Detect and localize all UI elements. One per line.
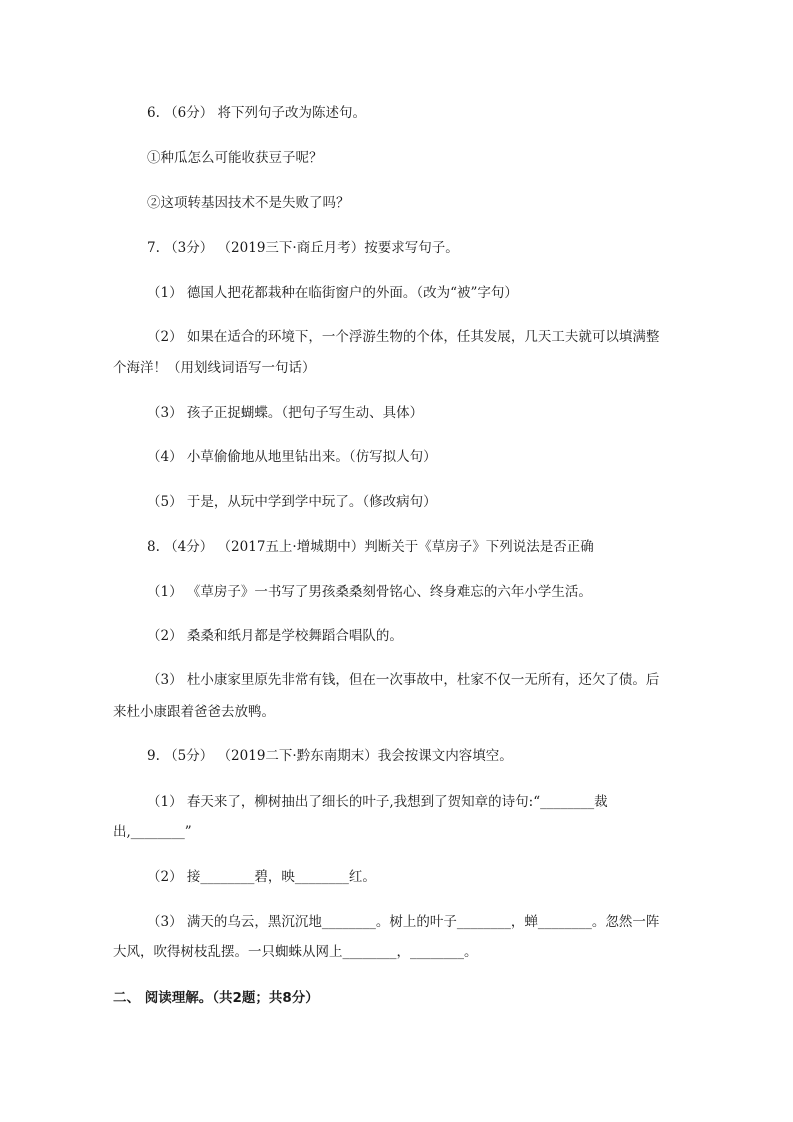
question-7-item-1: （1） 德国人把花都栽种在临街窗户的外面。（改为“被”字句） [147,285,518,301]
question-8-item-3: （3） 杜小康家里原先非常有钱，但在一次事故中，杜家不仅一无所有，还欠了债。后 [147,672,660,688]
question-9-item-3-continued: 大风，吹得树枝乱摆。一只蜘蛛从网上________，________。 [113,944,478,960]
question-9-item-1: （1） 春天来了，柳树抽出了细长的叶子,我想到了贺知章的诗句:“________裁 [147,794,608,810]
question-9-item-2: （2） 接________碧，映________红。 [147,869,376,885]
question-7-item-3: （3） 孩子正捉蝴蝶。（把句子写生动、具体） [147,405,424,421]
question-8-item-1: （1） 《草房子》一书写了男孩桑桑刻骨铭心、终身难忘的六年小学生活。 [147,584,592,600]
question-9-heading: 9. （5分） （2019二下·黔东南期末）我会按课文内容填空。 [147,748,513,764]
section-2-heading: 二、 阅读理解。（共2题；共8分） [113,990,319,1006]
question-7-item-2: （2） 如果在适合的环境下，一个浮游生物的个体，任其发展，几天工夫就可以填满整 [147,329,660,345]
question-7-item-4: （4） 小草偷偷地从地里钻出来。（仿写拟人句） [147,449,437,465]
question-8-item-2: （2） 桑桑和纸月都是学校舞蹈合唱队的。 [147,628,403,644]
question-6-sentence-1: ①种瓜怎么可能收获豆子呢？ [147,150,323,166]
question-6-sentence-2: ②这项转基因技术不是失败了吗？ [147,195,350,211]
question-6-heading: 6. （6分） 将下列句子改为陈述句。 [147,105,367,121]
question-7-item-2-continued: 个海洋！（用划线词语写一句话） [113,360,316,376]
question-7-item-5: （5） 于是，从玩中学到学中玩了。（修改病句） [147,494,437,510]
question-8-item-3-continued: 来杜小康跟着爸爸去放鸭。 [113,704,275,720]
question-7-heading: 7. （3分） （2019三下·商丘月考）按要求写句子。 [147,240,459,256]
question-8-heading: 8. （4分） （2017五上·增城期中）判断关于《草房子》下列说法是否正确 [147,539,594,555]
question-9-item-3: （3） 满天的乌云，黑沉沉地________。树上的叶子________，蝉________。忽然一阵 [147,914,660,930]
question-9-item-1-continued: 出,________” [113,824,192,840]
